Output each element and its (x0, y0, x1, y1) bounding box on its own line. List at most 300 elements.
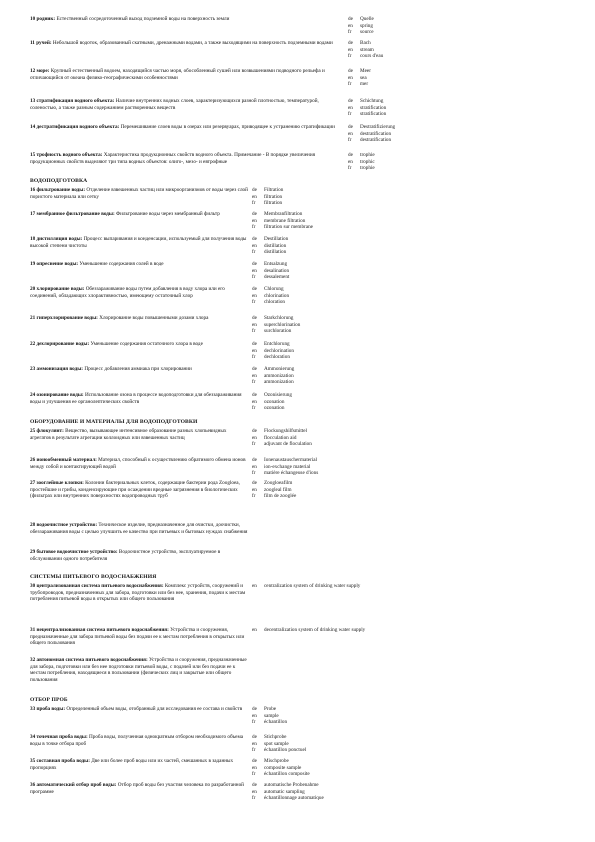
term-definition (30, 236, 248, 250)
equivalent-term: composite sample (264, 764, 302, 771)
language-code: en (252, 740, 257, 747)
term-title: автономная система питьевого водоснабжения: (36, 657, 148, 663)
term-definition-text: Комплекс устройств, сооружений и трубопроводов, предназначенных для забора, подготовки или без нее, хранения, подачи к местам потребления питьевой воды в открытых или общего пользования (30, 583, 246, 603)
language-code: en (252, 267, 257, 274)
language-code: en (252, 583, 257, 589)
language-code: de (348, 68, 353, 74)
term-number: 29 (30, 549, 36, 555)
foreign-equivalent (252, 583, 360, 590)
equivalent-term: superchlorination (264, 321, 301, 328)
language-code: de (252, 261, 257, 267)
term-number: 26 (30, 457, 36, 463)
term-entry (30, 98, 570, 119)
equivalent-term: Bach (360, 40, 371, 46)
foreign-equivalent (252, 200, 282, 207)
term-definition-text: Колонии бактериальных клеток, содержащие бактерии рода Zoogloea, простейшие и грибы, конденсирующие при осаждении вредные загрязнения в биологических (фильтрах или внутренних поверхностях водопроводных труб (30, 480, 240, 500)
term-title: мембранное фильтрование воды: (36, 211, 115, 217)
equivalent-term: Filtration (264, 187, 284, 193)
equivalent-term: Meer (360, 68, 371, 74)
term-number: 35 (30, 758, 36, 764)
language-code: en (252, 434, 257, 441)
term-title: озонирование воды: (36, 392, 84, 398)
term-title: дехлорирование воды: (36, 341, 90, 347)
equivalent-term: dessalement (264, 274, 290, 281)
term-title: хлорирование воды: (36, 286, 85, 292)
term-number: 23 (30, 366, 36, 372)
section-heading: СИСТЕМЫ ПИТЬЕВОГО ВОДОСНАБЖЕНИЯ (30, 574, 157, 580)
term-definition (30, 286, 248, 306)
foreign-equivalent (252, 734, 286, 741)
language-code: de (252, 286, 257, 292)
equivalent-term: Chlorung (264, 286, 284, 292)
equivalent-term: échantillon (264, 719, 288, 726)
foreign-equivalent (252, 379, 294, 386)
term-title: ионообменный материал: (36, 457, 97, 463)
term-title: море: (36, 68, 50, 74)
term-definition-text: Хлорирование воды повышенными дозами хлора (99, 315, 209, 321)
language-code: en (348, 22, 353, 29)
language-code: fr (252, 299, 256, 306)
term-definition (30, 187, 248, 207)
term-number: 18 (30, 236, 36, 242)
equivalent-term: membrane filtration (264, 217, 306, 224)
language-code: en (252, 398, 257, 405)
language-code: de (252, 480, 257, 486)
term-definition (30, 40, 340, 54)
foreign-equivalent (252, 187, 283, 194)
term-definition-text: Водоочистное устройство, эксплуатируемое в обслуживании одного потребителя (30, 549, 221, 562)
equivalent-term: filtration sur membrane (264, 224, 313, 231)
language-code: fr (348, 81, 352, 88)
language-code: en (252, 372, 257, 379)
equivalent-term: échantillonnage automatique (264, 795, 324, 802)
term-number: 17 (30, 211, 36, 217)
equivalent-term: Ammonierung (264, 366, 295, 372)
language-code: en (252, 486, 257, 493)
term-definition (30, 480, 248, 514)
term-entry (30, 706, 570, 726)
equivalent-term: Stichprobe (264, 734, 287, 740)
language-code: de (252, 758, 257, 764)
foreign-equivalent (348, 16, 374, 23)
foreign-equivalent (348, 124, 395, 131)
equivalent-term: surchloration (264, 328, 292, 335)
term-definition (30, 211, 248, 225)
section-heading: ВОДОПОДГОТОВКА (30, 178, 88, 184)
equivalent-term: Flockungshilfsmittel (264, 428, 307, 434)
language-code: fr (252, 224, 256, 231)
term-definition-text: Небольшой водоток, образованный скатными, дренажными водами, а также выходящими на поверхность подземными водами (52, 40, 333, 46)
term-definition (30, 627, 248, 654)
term-entry (30, 522, 570, 542)
language-code: en (348, 46, 353, 53)
term-definition-text: Уменьшение содержания солей в воде (79, 261, 164, 267)
equivalent-term: flocculation aid (264, 434, 297, 441)
foreign-equivalent (252, 249, 286, 256)
term-definition-text: Процесс добавления аммиака при хлорировании (84, 366, 192, 372)
term-definition-text: Естественный сосредоточенный выход подземной воды на поверхность земли (56, 16, 230, 22)
language-code: fr (252, 379, 256, 386)
equivalent-term: Mischprobe (264, 758, 289, 764)
term-definition (30, 261, 248, 275)
foreign-equivalent (348, 152, 375, 159)
language-code: de (252, 428, 257, 434)
foreign-equivalent (252, 236, 288, 243)
foreign-equivalent (252, 405, 284, 412)
term-title: родник: (36, 16, 56, 22)
term-definition-text: Уменьшение содержания остаточного хлора в воде (90, 341, 203, 347)
term-definition (30, 583, 248, 617)
foreign-equivalent (252, 480, 292, 487)
language-code: de (252, 706, 257, 712)
equivalent-term: trophic (360, 158, 375, 165)
term-title: зооглейные клопки: (36, 480, 84, 486)
term-title: аммонизация воды: (36, 366, 84, 372)
term-definition (30, 457, 248, 477)
equivalent-term: ion-exchange material (264, 463, 311, 470)
equivalent-term: Destratifizierung (360, 124, 396, 130)
language-code: en (252, 242, 257, 249)
foreign-equivalent (252, 747, 306, 754)
foreign-equivalent (252, 366, 294, 373)
equivalent-term: ammonization (264, 372, 294, 379)
term-title: гиперхлорирование воды: (36, 315, 98, 321)
equivalent-term: spot sample (264, 740, 289, 747)
foreign-equivalent (252, 328, 291, 335)
equivalent-term: distillation (264, 249, 287, 256)
foreign-equivalent (252, 224, 313, 231)
foreign-equivalent (252, 470, 318, 477)
equivalent-term: destratification (360, 130, 392, 137)
foreign-equivalent (252, 782, 319, 789)
term-title: дистилляция воды: (36, 236, 83, 242)
equivalent-term: stream (360, 46, 374, 53)
term-definition (30, 782, 248, 796)
term-number: 15 (30, 152, 36, 158)
language-code: fr (252, 354, 256, 361)
term-number: 13 (30, 98, 36, 104)
term-definition (30, 758, 248, 772)
equivalent-term: desalination (264, 267, 290, 274)
foreign-equivalent (252, 286, 284, 293)
term-entry (30, 341, 570, 361)
term-definition-text: Перемешивание слоев воды в озерах или резервуарах, приводящее к устранению стратификации (120, 124, 335, 130)
term-number: 33 (30, 706, 36, 712)
equivalent-term: Ozonisierung (264, 392, 292, 398)
language-code: de (252, 392, 257, 398)
language-code: en (252, 712, 257, 719)
foreign-equivalent (252, 706, 276, 713)
term-definition-text: Техническое изделие, предназначенное для очистки, доочистки, обеззараживания воды с целью улучшить ее качество при питьевых и бытовых нуждах снабжения (30, 522, 248, 535)
term-number: 27 (30, 480, 36, 486)
equivalent-term: Destillation (264, 236, 289, 242)
language-code: fr (252, 493, 256, 500)
equivalent-term: mer (360, 81, 369, 88)
term-title: дестратификация водного объекта: (36, 124, 120, 130)
term-entry (30, 211, 570, 231)
term-definition-text: Устройства и сооружения, предназначенные для забора питьевой воды без подачи ее к местам потребления в открытых или общего пользования (30, 627, 245, 647)
equivalent-term: échantillon ponctuel (264, 747, 307, 754)
term-definition-text: Проба воды, полученная однократным отбором необходимого объема воды в точке отбора проб (30, 734, 243, 747)
language-code: en (348, 74, 353, 81)
foreign-equivalent (252, 719, 287, 726)
language-code: en (252, 217, 257, 224)
section-heading: ОБОРУДОВАНИЕ И МАТЕРИАЛЫ ДЛЯ ВОДОПОДГОТОВКИ (30, 419, 198, 425)
equivalent-term: Ionenaustauschermaterial (264, 457, 318, 463)
equivalent-term: Probe (264, 706, 277, 712)
equivalent-term: ozonation (264, 405, 285, 412)
equivalent-term: Membranfiltration (264, 211, 303, 217)
language-code: de (348, 98, 353, 104)
foreign-equivalent (252, 758, 289, 765)
term-entry (30, 758, 570, 778)
term-number: 21 (30, 315, 36, 321)
term-definition-text: Обеззараживание воды путем добавления в воду хлора или его соединений, обладающих хлорактивностью, имеющему остаточный хлор (30, 286, 225, 299)
equivalent-term: automatic sampling (264, 788, 305, 795)
foreign-equivalent (348, 53, 383, 60)
equivalent-term: dechlorination (264, 347, 294, 354)
language-code: fr (252, 771, 256, 778)
equivalent-term: Quelle (360, 16, 374, 22)
equivalent-term: Zoogloeafilm (264, 480, 293, 486)
language-code: de (348, 40, 353, 46)
term-number: 30 (30, 583, 36, 589)
language-code: en (252, 627, 257, 633)
language-code: fr (252, 405, 256, 412)
term-definition (30, 522, 248, 542)
term-definition-text: Вещество, вызывающее интенсивное образование разных хлопьевидных агрегатов в результате агрегации коллоидных или взвешенных частиц (30, 428, 227, 441)
equivalent-term: dechloration (264, 354, 290, 361)
foreign-equivalent (348, 68, 371, 75)
language-code: de (252, 341, 257, 347)
term-number: 31 (30, 627, 36, 633)
equivalent-term: automatische Probenahme (264, 782, 319, 788)
language-code: de (252, 457, 257, 463)
equivalent-term: chloration (264, 299, 286, 306)
equivalent-term: stratification (360, 111, 387, 118)
language-code: de (252, 315, 257, 321)
language-code: fr (252, 795, 256, 802)
term-title: ручей: (36, 40, 52, 46)
term-title: централизованная система питьевого водоснабжения: (36, 583, 164, 589)
equivalent-term: sea (360, 74, 367, 81)
term-title: стратификация водного объекта: (36, 98, 115, 104)
language-code: de (348, 124, 353, 130)
term-entry (30, 627, 570, 654)
language-code: fr (252, 200, 256, 207)
language-code: de (252, 236, 257, 242)
foreign-equivalent (252, 315, 293, 322)
foreign-equivalent (252, 493, 296, 500)
term-definition (30, 734, 248, 748)
equivalent-term: zoogleal film (264, 486, 292, 493)
term-number: 19 (30, 261, 36, 267)
term-definition-text: Устройства и сооружения, предназначенные для забора, подготовки или без нее подготовки питьевой воды, с подачей или без подачи ее к местам потребления, находящиеся в пользовании (физических лиц и закрытые или общего пользования (30, 657, 247, 683)
term-definition-text: Материал, способный к осуществлению обратимого обмена ионов между собой и контактирующей водой (30, 457, 246, 470)
term-entry (30, 40, 570, 60)
term-definition (30, 657, 248, 691)
foreign-equivalent (348, 98, 383, 105)
equivalent-term: Entchlorung (264, 341, 290, 347)
term-definition (30, 706, 248, 720)
language-code: de (348, 16, 353, 22)
term-definition-text: Определенный объем воды, отобранный для исследования ее состава и свойств (66, 706, 243, 712)
foreign-equivalent (252, 274, 289, 281)
term-entry (30, 366, 570, 386)
term-definition (30, 68, 340, 89)
term-title: нецентрализованная система питьевого водоснабжения: (36, 627, 169, 633)
language-code: en (252, 292, 257, 299)
language-code: de (252, 782, 257, 788)
language-code: fr (348, 53, 352, 60)
section-heading: ОТБОР ПРОБ (30, 697, 68, 703)
language-code: en (252, 463, 257, 470)
term-entry (30, 480, 570, 514)
foreign-equivalent (252, 261, 287, 268)
equivalent-term: ozonation (264, 398, 285, 405)
term-title: составная проба воды: (36, 758, 90, 764)
term-entry (30, 782, 570, 802)
term-entry (30, 286, 570, 306)
term-number: 32 (30, 657, 36, 663)
language-code: fr (348, 137, 352, 144)
term-definition (30, 315, 248, 329)
foreign-equivalent (252, 341, 290, 348)
term-definition-text: Процесс выпаривания и конденсации, используемый для получения воды высокой степени чистоты (30, 236, 247, 249)
foreign-equivalent (348, 111, 386, 118)
foreign-equivalent (252, 211, 302, 218)
equivalent-term: distillation (264, 242, 287, 249)
term-definition (30, 549, 248, 563)
term-entry (30, 734, 570, 754)
language-code: en (252, 321, 257, 328)
term-number: 14 (30, 124, 36, 130)
term-entry (30, 68, 570, 89)
foreign-equivalent (252, 795, 324, 802)
term-definition-text: Отбор проб воды без участия человека по разработанной программе (30, 782, 244, 795)
term-definition (30, 152, 340, 173)
term-definition-text: Отделение взвешенных частиц или микроорганизмов от воды через слой пористого материала или сетку (30, 187, 248, 200)
language-code: de (252, 734, 257, 740)
language-code: fr (252, 441, 256, 448)
foreign-equivalent (252, 771, 310, 778)
term-definition-text: Фильтрование воды через мембранный фильтр (115, 211, 220, 217)
term-title: автоматический отбор проб воды: (36, 782, 117, 788)
equivalent-term: Entsalzung (264, 261, 288, 267)
term-definition (30, 98, 340, 119)
equivalent-term: ammonization (264, 379, 294, 386)
language-code: fr (348, 29, 352, 36)
term-entry (30, 457, 570, 477)
term-definition (30, 428, 248, 448)
equivalent-term: destratification (360, 137, 392, 144)
equivalent-term: chlorination (264, 292, 290, 299)
term-number: 16 (30, 187, 36, 193)
term-number: 12 (30, 68, 36, 74)
language-code: de (252, 366, 257, 372)
foreign-equivalent (348, 29, 374, 36)
foreign-equivalent (252, 392, 292, 399)
foreign-equivalent (348, 81, 368, 88)
language-code: de (348, 152, 353, 158)
term-entry (30, 549, 570, 563)
foreign-equivalent (252, 299, 285, 306)
equivalent-term: matière échangeuse d'ions (264, 470, 319, 477)
term-number: 11 (30, 40, 35, 46)
language-code: en (252, 193, 257, 200)
foreign-equivalent (252, 457, 317, 464)
language-code: en (252, 347, 257, 354)
language-code: fr (348, 111, 352, 118)
equivalent-term: film de zooglée (264, 493, 297, 500)
term-definition-text: Использование озона в процессе водоподготовки для обеззараживания воды и улучшения ее органолептических свойств (30, 392, 242, 405)
term-definition-text: Крупный естественный водоем, находящийся частью моря, обособленный сушей или возвышениями подводного рельефа и отличающийся от океана физико-географическими особенностями (30, 68, 325, 81)
language-code: fr (252, 249, 256, 256)
term-entry (30, 392, 570, 412)
term-entry (30, 152, 570, 173)
term-number: 22 (30, 341, 36, 347)
term-title: водоочистное устройство: (36, 522, 98, 528)
term-entry (30, 236, 570, 256)
term-definition (30, 366, 248, 380)
term-definition (30, 341, 248, 355)
equivalent-term: source (360, 29, 374, 36)
equivalent-term: trophie (360, 152, 375, 158)
language-code: fr (252, 274, 256, 281)
term-entry (30, 657, 570, 691)
foreign-equivalent (252, 354, 290, 361)
language-code: de (252, 187, 257, 193)
term-definition-text: Характеристика продукционных свойств водного объекта. Примечание - В порядке увеличения продукционных свойств выделяют три типа водных объектов: олиго-, мезо- и евтрофные (30, 152, 315, 165)
equivalent-term: stratification (360, 104, 387, 111)
equivalent-term: échantillon composite (264, 771, 310, 778)
term-entry (30, 583, 570, 617)
language-code: en (252, 788, 257, 795)
term-number: 34 (30, 734, 36, 740)
language-code: en (252, 764, 257, 771)
term-title: трофность водного объекта: (36, 152, 103, 158)
term-title: фильтрование воды: (36, 187, 86, 193)
language-code: fr (252, 470, 256, 477)
equivalent-term: sample (264, 712, 279, 719)
language-code: fr (252, 328, 256, 335)
foreign-equivalent (252, 627, 365, 634)
term-title: бытовое водоочистное устройство: (36, 549, 118, 555)
term-definition (30, 16, 340, 23)
foreign-equivalent (348, 165, 375, 172)
term-title: проба воды: (36, 706, 66, 712)
language-code: en (348, 130, 353, 137)
term-entry (30, 315, 570, 335)
foreign-equivalent (252, 428, 307, 435)
term-number: 24 (30, 392, 36, 398)
equivalent-term: adjuvant de floculation (264, 441, 312, 448)
term-entry (30, 16, 570, 36)
equivalent-term: trophie (360, 165, 375, 172)
term-entry (30, 124, 570, 144)
term-number: 20 (30, 286, 36, 292)
term-definition-text: Наличие внутренних водных слоев, характеризующихся разной плотностью, температурой, соленостью, а также разным содержанием растворенных веществ (30, 98, 319, 111)
term-definition (30, 392, 248, 412)
language-code: en (348, 158, 353, 165)
term-title: флокулянт: (36, 428, 64, 434)
term-title: точечная проба воды: (36, 734, 88, 740)
equivalent-term: centralization system of drinking water supply (264, 583, 361, 589)
equivalent-term: Starkchlorung (264, 315, 294, 321)
term-number: 36 (30, 782, 36, 788)
language-code: en (348, 104, 353, 111)
equivalent-term: cours d'eau (360, 53, 384, 60)
